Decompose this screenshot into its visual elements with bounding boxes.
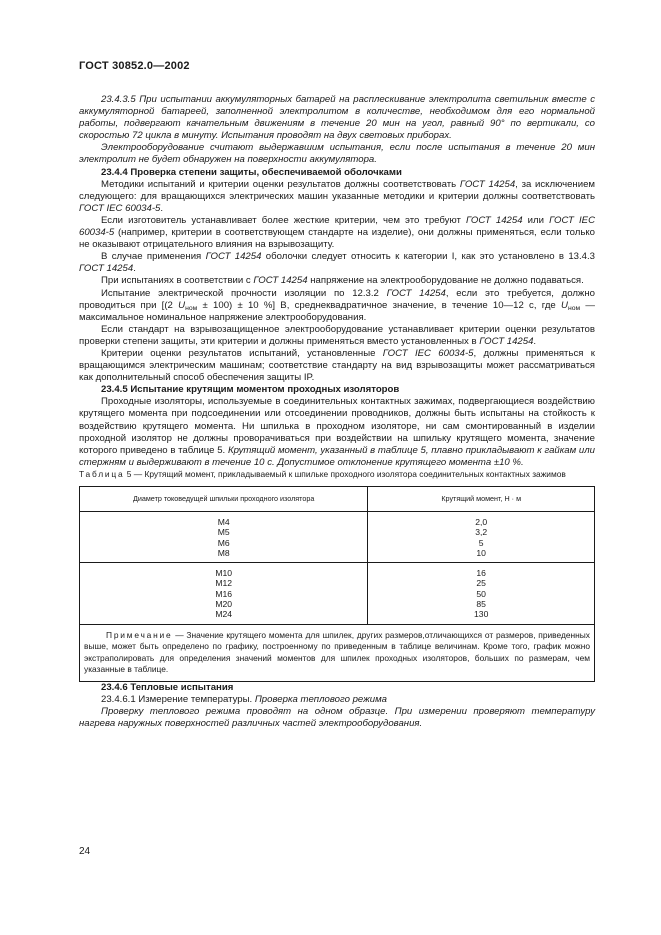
table-header-torque: Крутящий момент, Н · м (368, 486, 595, 511)
torque-table (79, 486, 595, 682)
table-cell-torques-large: 16 25 50 85 130 (368, 563, 595, 624)
paragraph-torque-test: Проходные изоляторы, используемые в соединительных контактных зажимах, подвергающиеся воздействию крутящего момента при подсоединении или отсоединении проводников, должны быть испытаны на стойкость к воздействию крутящего момента. Ни шпилька в проходном изоляторе, ни сам смонтированный в изделии проходной изолятор не должны проворачиваться при воздействии на шпильку крутящего момента, значение которого приведено в таблице 5. Крутящий момент, указанный в таблице 5, плавно прикладывают к гайкам или стержням и выдерживают в течение 10 с. Допустимое отклонение крутящего момента ±10 %. (79, 396, 595, 468)
paragraph-criteria-rotating: Критерии оценки результатов испытаний, установленные ГОСТ IEC 60034-5, должны применяться к вращающимся электрическим машинам; соответствие стандарту на вид взрывозащиты может рассматриваться как дополнительный способ обеспечения защиты IP. (79, 347, 595, 384)
document-code-header: ГОСТ 30852.0—2002 (79, 60, 190, 72)
heading-23-4-6: 23.4.6 Тепловые испытания (101, 681, 234, 693)
heading-23-4-5: 23.4.5 Испытание крутящим моментом проходных изоляторов (101, 384, 400, 396)
table-cell-diameters-large: М10 М12 М16 М20 М24 (80, 563, 368, 624)
document-body (79, 94, 595, 730)
heading-23-4-4: 23.4.4 Проверка степени защиты, обеспечиваемой оболочками (101, 166, 402, 178)
paragraph-electrolite-criteria: Электрооборудование считают выдержавшим испытания, если после испытания в течение 20 мин электролит не будет обнаружен на поверхности аккумулятора. (79, 142, 595, 166)
paragraph-thermal-check: Проверку теплового режима проводят на одном образце. При измерении проверяют температуру нагрева наружных поверхностей различных частей электрооборудования. (79, 705, 595, 729)
paragraph-methods: Методики испытаний и критерии оценки результатов должны соответствовать ГОСТ 14254, за исключением следующего: для вращающихся электрических машин указанные методики и критерии должны соответствовать ГОСТ IEC 60034-5. (79, 178, 595, 214)
table-caption: Таблица 5 — Крутящий момент, прикладываемый к шпильке проходного изолятора соединительных контактных зажимов (79, 468, 566, 479)
table-cell-diameters-small: М4 М5 М6 М8 (80, 511, 368, 562)
paragraph-category: В случае применения ГОСТ 14254 оболочки следует относить к категории I, как это установлено в 13.4.3 ГОСТ 14254. (79, 251, 595, 275)
paragraph-stricter-criteria: Если изготовитель устанавливает более жесткие критерии, чем это требуют ГОСТ 14254 или ГОСТ IEC 60034-5 (например, критерии в соответствующем стандарте на изделие), они должны применяться, если только не оказывают отрицательного влияния на взрывозащиту. (79, 214, 595, 251)
table-note-row (80, 624, 595, 681)
paragraph-23-4-3-5: 23.4.3.5 При испытании аккумуляторных батарей на расплескивание электролита светильник вместе с аккумуляторной батареей, заполненной электролитом в количестве, необходимом для его нормальной работы, подвергают качательным движениям в течение 20 мин на угол, равный 90° по вертикали, со скоростью 72 цикла в минуту. Испытания проводят на двух световых приборах. (79, 94, 595, 142)
paragraph-ex-standard: Если стандарт на взрывозащищенное электрооборудование устанавливает критерии оценки результатов проверки степени защиты, эти критерии и должны применяться вместо установленных в ГОСТ 14254. (79, 323, 595, 347)
table-cell-torques-small: 2,0 3,2 5 10 (368, 511, 595, 562)
page-number: 24 (79, 846, 91, 857)
paragraph-no-voltage: При испытаниях в соответствии с ГОСТ 14254 напряжение на электрооборудование не должно подаваться. (101, 275, 584, 287)
table-row (80, 511, 595, 562)
table-note: Примечание — Значение крутящего момента для шпилек, других размеров,отличающихся от размеров, приведенных выше, может быть определено по графику, построенному по приведенным в таблице величинам. Кроме того, график можно экстраполировать для определения значений моментов для шпилек проходных изоляторов, больших по размерам, чем указанные в таблице. (80, 624, 595, 681)
paragraph-23-4-6-1: 23.4.6.1 Измерение температуры. Проверка теплового режима (101, 693, 388, 705)
table-header-diameter: Диаметр токоведущей шпильки проходного изолятора (80, 486, 368, 511)
table-row (80, 563, 595, 624)
paragraph-insulation: Испытание электрической прочности изоляции по 12.3.2 ГОСТ 14254, если это требуется, должно проводиться при [(2 $U_{ном} \pm 100) \pm 10$ %] В, среднеквадратичное значение, в течение 10—12 с, где $U_{ном}$ — максимальное номинальное напряжение электрооборудования. (79, 287, 595, 323)
